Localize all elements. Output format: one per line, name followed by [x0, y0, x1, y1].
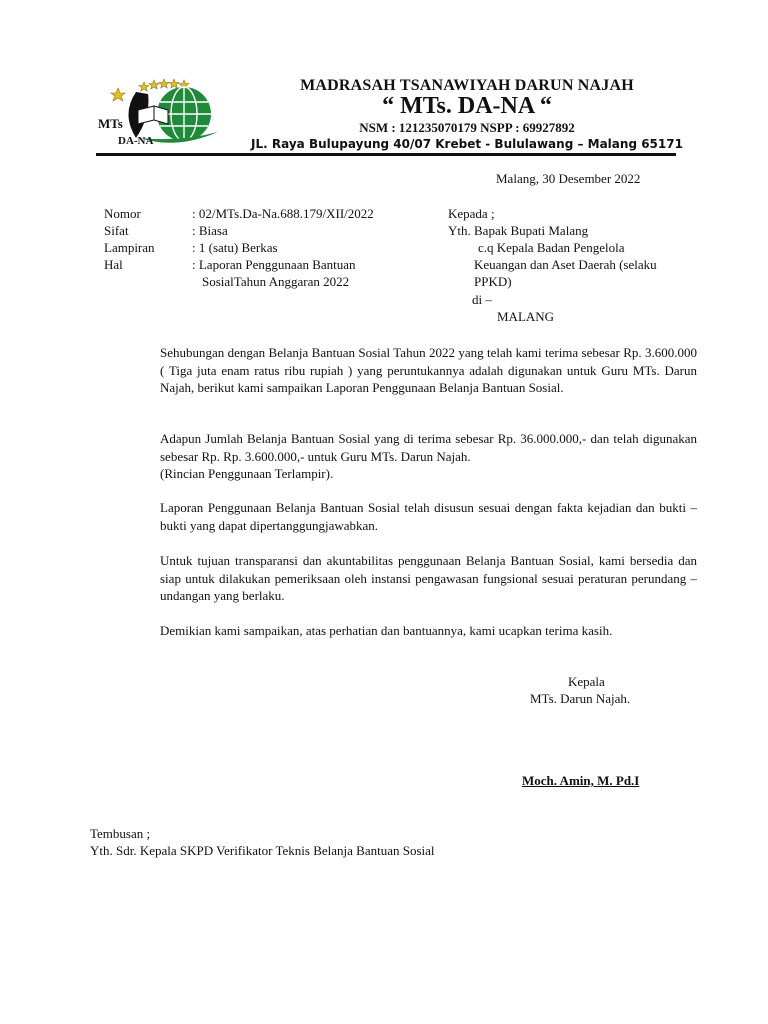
- body-paragraph-2: Adapun Jumlah Belanja Bantuan Sosial yang di terima sebesar Rp. 36.000.000,- dan telah digunakan sebesar Rp. Rp. 3.600.000,- untuk Guru MTs. Darun Najah.: [160, 431, 697, 464]
- logo-text-top: MTs: [98, 116, 123, 131]
- hal-value-line2: SosialTahun Anggaran 2022: [202, 274, 350, 289]
- nomor-label: Nomor: [104, 206, 141, 221]
- recipient-city: MALANG: [497, 309, 555, 324]
- recipient-di: di –: [472, 292, 492, 307]
- logo-text-bottom: DA-NA: [118, 135, 154, 147]
- school-short-name: “ MTs. DA-NA “: [382, 93, 552, 119]
- sifat-label: Sifat: [104, 223, 129, 238]
- hal-label: Hal: [104, 257, 123, 272]
- signature-institution: MTs. Darun Najah.: [530, 691, 631, 706]
- body-paragraph-5: Demikian kami sampaikan, atas perhatian dan bantuannya, kami ucapkan terima kasih.: [160, 623, 613, 638]
- body-paragraph-4: Untuk tujuan transparansi dan akuntabilitas penggunaan Belanja Bantuan Sosial, kami bersedia dan siap untuk dilakukan pemeriksaan oleh instansi pengawasan fungsional sesuai peraturan perundang – undangan yang berlaku.: [160, 553, 697, 603]
- recipient-name: Yth. Bapak Bupati Malang: [448, 223, 589, 238]
- body-paragraph-1: Sehubungan dengan Belanja Bantuan Sosial Tahun 2022 yang telah kami terima sebesar Rp. 3.600.000 ( Tiga juta enam ratus ribu rupiah ) yang peruntukannya adalah digunakan untuk Guru MTs. Darun Najah, berikut kami sampaikan Laporan Penggunaan Belanja Bantuan Sosial.: [160, 345, 697, 395]
- signature-name: Moch. Amin, M. Pd.I: [522, 773, 640, 788]
- recipient-kepada: Kepada ;: [448, 206, 495, 221]
- recipient-cq: c.q Kepala Badan Pengelola: [478, 240, 625, 255]
- lampiran-value: : 1 (satu) Berkas: [192, 240, 278, 255]
- recipient-cq-line3: PPKD): [474, 274, 512, 289]
- letterhead-divider: [96, 153, 676, 156]
- body-paragraph-3: Laporan Penggunaan Belanja Bantuan Sosial telah disusun sesuai dengan fakta kejadian dan bukti – bukti yang dapat dipertanggungjawabkan.: [160, 500, 697, 533]
- signature-role: Kepala: [568, 674, 605, 689]
- hal-value-line1: : Laporan Penggunaan Bantuan: [192, 257, 356, 272]
- tembusan-label: Tembusan ;: [90, 826, 151, 841]
- sifat-value: : Biasa: [192, 223, 228, 238]
- school-title: MADRASAH TSANAWIYAH DARUN NAJAH: [300, 77, 634, 94]
- body-paragraph-2-note: (Rincian Penggunaan Terlampir).: [160, 466, 334, 481]
- school-address: JL. Raya Bulupayung 40/07 Krebet - Bululawang – Malang 65171: [251, 137, 683, 151]
- tembusan-item-1: Yth. Sdr. Kepala SKPD Verifikator Teknis Belanja Bantuan Sosial: [90, 843, 435, 858]
- lampiran-label: Lampiran: [104, 240, 155, 255]
- letter-date: Malang, 30 Desember 2022: [496, 171, 641, 186]
- recipient-cq-line2: Keuangan dan Aset Daerah (selaku: [474, 257, 657, 272]
- nomor-value: : 02/MTs.Da-Na.688.179/XII/2022: [192, 206, 374, 221]
- school-nsm: NSM : 121235070179 NSPP : 69927892: [359, 120, 575, 135]
